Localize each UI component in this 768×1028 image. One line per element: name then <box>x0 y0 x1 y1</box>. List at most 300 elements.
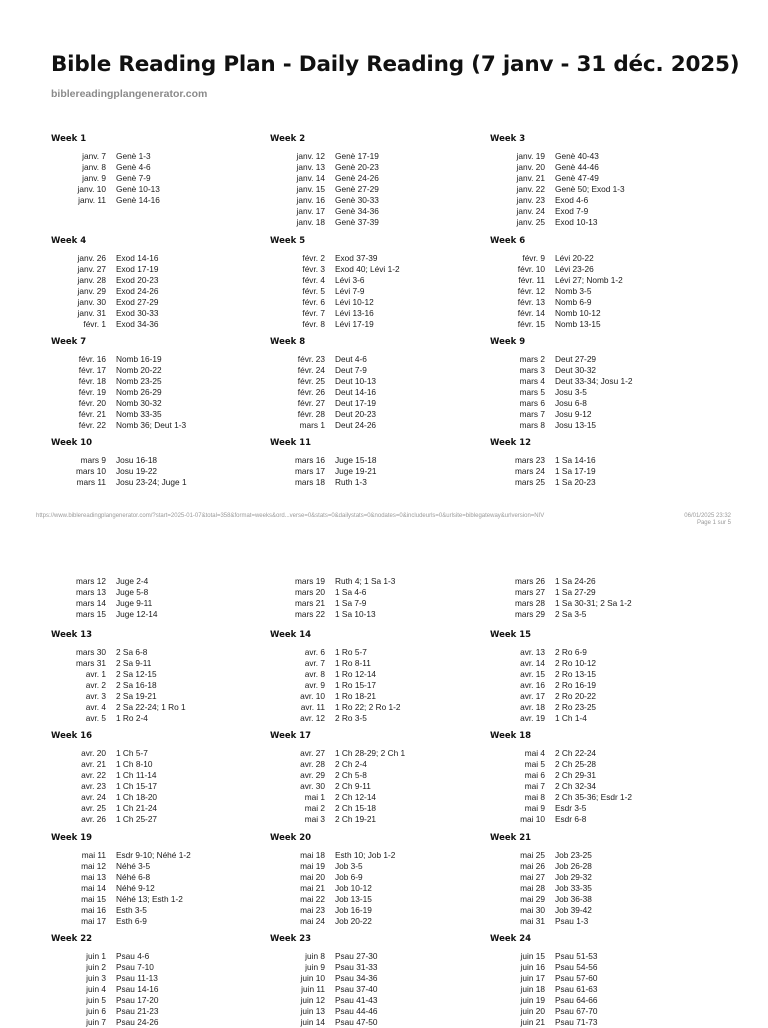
reading-passage: Job 26-28 <box>555 861 592 871</box>
reading-date: mars 13 <box>76 587 106 597</box>
reading-row <box>270 759 470 770</box>
reading-date: mars 28 <box>515 598 545 608</box>
reading-date: mai 22 <box>300 894 325 904</box>
reading-date: janv. 19 <box>516 151 545 161</box>
reading-date: mars 18 <box>295 477 325 487</box>
reading-date: janv. 20 <box>516 162 545 172</box>
reading-date: mars 5 <box>519 387 545 397</box>
reading-date: janv. 22 <box>516 184 545 194</box>
reading-passage: 2 Ch 29-31 <box>555 770 597 780</box>
footer-url: https://www.biblereadingplangenerator.com/?start=2025-01-07&total=358&format=weeks&ord...verse=0&stats=0&dailystats=0&nodates=0&includeurls=0&urlsite=biblegateway&urlversion=NIV <box>36 513 545 519</box>
week-readings <box>270 748 470 825</box>
reading-passage: Psau 31-33 <box>335 962 378 972</box>
reading-row <box>490 173 690 184</box>
reading-passage: Psau 54-56 <box>555 962 598 972</box>
reading-passage: Genè 47-49 <box>555 173 599 183</box>
reading-date: avr. 2 <box>85 680 106 690</box>
reading-passage: 2 Ch 35-36; Esdr 1-2 <box>555 792 633 802</box>
reading-passage: 2 Ch 5-8 <box>335 770 367 780</box>
reading-date: mars 29 <box>515 609 545 619</box>
reading-row <box>270 217 470 228</box>
reading-date: mars 11 <box>76 477 106 487</box>
reading-passage: 2 Sa 22-24; 1 Ro 1 <box>116 702 186 712</box>
reading-date: mai 8 <box>524 792 545 802</box>
reading-row <box>51 576 251 587</box>
reading-row <box>51 669 251 680</box>
reading-passage: Néhé 13; Esth 1-2 <box>116 894 183 904</box>
reading-date: avr. 16 <box>520 680 545 690</box>
reading-passage: Juge 5-8 <box>116 587 149 597</box>
reading-passage: Josu 13-15 <box>555 420 597 430</box>
reading-row <box>490 680 690 691</box>
reading-row <box>51 951 251 962</box>
reading-passage: Deut 7-9 <box>335 365 367 375</box>
reading-row <box>490 365 690 376</box>
reading-date: mai 7 <box>524 781 545 791</box>
reading-passage: Genè 34-36 <box>335 206 379 216</box>
reading-passage: Psau 41-43 <box>335 995 378 1005</box>
reading-date: févr. 25 <box>297 376 325 386</box>
week-block <box>51 730 251 825</box>
reading-passage: Exod 24-26 <box>116 286 159 296</box>
reading-row <box>270 702 470 713</box>
reading-passage: Psau 67-70 <box>555 1006 598 1016</box>
reading-passage: 1 Ch 15-17 <box>116 781 158 791</box>
reading-passage: 2 Ro 10-12 <box>555 658 597 668</box>
week-title: Week 21 <box>490 833 532 843</box>
reading-passage: Psau 47-50 <box>335 1017 378 1027</box>
reading-passage: Juge 19-21 <box>335 466 377 476</box>
reading-row <box>270 319 470 330</box>
reading-passage: Job 33-35 <box>555 883 592 893</box>
reading-passage: 2 Ch 9-11 <box>335 781 371 791</box>
week-title: Week 17 <box>270 731 312 741</box>
reading-row <box>490 781 690 792</box>
week-title: Week 8 <box>270 337 306 347</box>
reading-passage: 1 Ro 8-11 <box>335 658 371 668</box>
reading-passage: 2 Ch 32-34 <box>555 781 597 791</box>
reading-date: avr. 4 <box>85 702 106 712</box>
week-readings <box>51 354 251 431</box>
reading-row <box>51 319 251 330</box>
reading-passage: 1 Ch 1-4 <box>555 713 587 723</box>
reading-date: janv. 14 <box>296 173 325 183</box>
reading-row <box>270 770 470 781</box>
reading-row <box>490 951 690 962</box>
reading-row <box>51 609 251 620</box>
reading-date: avr. 14 <box>520 658 545 668</box>
reading-date: juin 19 <box>520 995 545 1005</box>
week-block <box>490 133 690 228</box>
reading-row <box>270 308 470 319</box>
reading-passage: Psau 34-36 <box>335 973 378 983</box>
reading-passage: Psau 37-40 <box>335 984 378 994</box>
reading-date: mai 27 <box>520 872 545 882</box>
reading-passage: Job 10-12 <box>335 883 372 893</box>
reading-row <box>270 647 470 658</box>
reading-row <box>51 872 251 883</box>
reading-row <box>270 206 470 217</box>
reading-row <box>270 297 470 308</box>
reading-passage: Psau 71-73 <box>555 1017 598 1027</box>
reading-date: avr. 28 <box>300 759 325 769</box>
reading-passage: 2 Sa 16-18 <box>116 680 157 690</box>
reading-passage: Exod 10-13 <box>555 217 598 227</box>
reading-passage: 2 Ch 25-28 <box>555 759 597 769</box>
reading-date: mai 3 <box>304 814 325 824</box>
reading-date: mars 3 <box>519 365 545 375</box>
reading-date: juin 13 <box>300 1006 325 1016</box>
reading-passage: Genè 27-29 <box>335 184 379 194</box>
reading-passage: Josu 16-18 <box>116 455 158 465</box>
reading-passage: Josu 19-22 <box>116 466 158 476</box>
reading-passage: 2 Ro 3-5 <box>335 713 367 723</box>
reading-passage: 1 Ro 12-14 <box>335 669 377 679</box>
reading-passage: 1 Ch 5-7 <box>116 748 148 758</box>
reading-passage: Néhé 6-8 <box>116 872 151 882</box>
reading-date: avr. 17 <box>520 691 545 701</box>
reading-passage: Genè 7-9 <box>116 173 151 183</box>
reading-date: mai 10 <box>520 814 545 824</box>
reading-date: mars 7 <box>519 409 545 419</box>
reading-date: févr. 20 <box>78 398 106 408</box>
reading-date: mai 11 <box>81 850 106 860</box>
week-readings <box>270 253 470 330</box>
week-continuation <box>51 576 251 620</box>
reading-row <box>490 466 690 477</box>
reading-passage: Psau 27-30 <box>335 951 378 961</box>
reading-row <box>51 1006 251 1017</box>
reading-date: avr. 5 <box>85 713 106 723</box>
reading-row <box>490 477 690 488</box>
reading-date: juin 20 <box>520 1006 545 1016</box>
reading-date: févr. 1 <box>83 319 106 329</box>
reading-date: mars 26 <box>515 576 545 586</box>
reading-passage: Exod 40; Lévi 1-2 <box>335 264 400 274</box>
reading-date: juin 6 <box>86 1006 106 1016</box>
reading-date: avr. 22 <box>81 770 106 780</box>
reading-date: févr. 7 <box>302 308 325 318</box>
reading-passage: Lévi 23-26 <box>555 264 594 274</box>
reading-passage: 2 Sa 9-11 <box>116 658 152 668</box>
reading-row <box>51 850 251 861</box>
reading-row <box>490 387 690 398</box>
reading-passage: 1 Sa 14-16 <box>555 455 596 465</box>
reading-row <box>490 151 690 162</box>
reading-date: juin 12 <box>300 995 325 1005</box>
reading-row <box>51 658 251 669</box>
week-title: Week 7 <box>51 337 87 347</box>
week-title: Week 12 <box>490 438 532 448</box>
week-block <box>490 629 690 724</box>
reading-date: avr. 8 <box>304 669 325 679</box>
reading-row <box>51 962 251 973</box>
reading-date: avr. 30 <box>300 781 325 791</box>
reading-date: avr. 24 <box>81 792 106 802</box>
reading-passage: Genè 4-6 <box>116 162 151 172</box>
page-title: Bible Reading Plan - Daily Reading (7 janv - 31 déc. 2025) <box>51 52 740 77</box>
reading-date: juin 16 <box>520 962 545 972</box>
reading-row <box>270 477 470 488</box>
week-readings <box>490 748 690 825</box>
reading-passage: 2 Ro 16-19 <box>555 680 597 690</box>
reading-row <box>490 609 690 620</box>
reading-row <box>51 398 251 409</box>
reading-passage: 1 Ch 25-27 <box>116 814 158 824</box>
reading-passage: 1 Sa 4-6 <box>335 587 367 597</box>
week-title: Week 20 <box>270 833 312 843</box>
reading-passage: Genè 20-23 <box>335 162 379 172</box>
week-continuation <box>490 576 690 620</box>
reading-date: mars 8 <box>519 420 545 430</box>
reading-passage: Genè 30-33 <box>335 195 379 205</box>
week-title: Week 10 <box>51 438 93 448</box>
reading-date: mars 25 <box>515 477 545 487</box>
week-block <box>270 336 470 431</box>
reading-date: avr. 25 <box>81 803 106 813</box>
reading-row <box>490 872 690 883</box>
reading-passage: Deut 27-29 <box>555 354 597 364</box>
reading-passage: Deut 24-26 <box>335 420 377 430</box>
reading-row <box>270 669 470 680</box>
reading-row <box>270 409 470 420</box>
reading-date: mars 4 <box>519 376 545 386</box>
reading-row <box>51 814 251 825</box>
reading-date: mars 27 <box>515 587 545 597</box>
reading-row <box>490 264 690 275</box>
reading-row <box>490 420 690 431</box>
reading-row <box>490 1006 690 1017</box>
reading-date: juin 5 <box>86 995 106 1005</box>
reading-row <box>490 398 690 409</box>
reading-row <box>51 409 251 420</box>
reading-passage: 2 Ro 13-15 <box>555 669 597 679</box>
reading-date: mai 13 <box>81 872 106 882</box>
reading-row <box>270 420 470 431</box>
reading-row <box>270 398 470 409</box>
reading-passage: Deut 14-16 <box>335 387 377 397</box>
week-block <box>490 933 690 1028</box>
reading-passage: 1 Ch 28-29; 2 Ch 1 <box>335 748 406 758</box>
reading-passage: 1 Ro 22; 2 Ro 1-2 <box>335 702 401 712</box>
reading-passage: Nomb 23-25 <box>116 376 162 386</box>
reading-row <box>490 354 690 365</box>
reading-passage: Genè 44-46 <box>555 162 599 172</box>
reading-passage: Genè 17-19 <box>335 151 379 161</box>
reading-row <box>51 264 251 275</box>
reading-passage: Lévi 27; Nomb 1-2 <box>555 275 623 285</box>
reading-row <box>270 962 470 973</box>
reading-date: févr. 17 <box>78 365 106 375</box>
reading-date: janv. 15 <box>296 184 325 194</box>
reading-date: mai 29 <box>520 894 545 904</box>
week-readings <box>490 455 690 488</box>
reading-date: févr. 13 <box>517 297 545 307</box>
reading-passage: Psau 57-60 <box>555 973 598 983</box>
week-block <box>490 730 690 825</box>
reading-passage: Job 39-42 <box>555 905 592 915</box>
reading-date: avr. 15 <box>520 669 545 679</box>
reading-row <box>490 713 690 724</box>
reading-row <box>490 184 690 195</box>
reading-date: janv. 9 <box>82 173 106 183</box>
reading-passage: 1 Ch 11-14 <box>116 770 157 780</box>
reading-passage: Lévi 10-12 <box>335 297 374 307</box>
week-block <box>51 933 251 1028</box>
reading-passage: 1 Ch 8-10 <box>116 759 153 769</box>
reading-date: janv. 28 <box>77 275 106 285</box>
reading-date: juin 8 <box>305 951 325 961</box>
reading-date: janv. 11 <box>78 195 106 205</box>
reading-row <box>51 162 251 173</box>
week-readings <box>270 354 470 431</box>
reading-passage: 1 Sa 7-9 <box>335 598 367 608</box>
reading-row <box>490 669 690 680</box>
reading-row <box>51 680 251 691</box>
reading-passage: Genè 37-39 <box>335 217 379 227</box>
reading-row <box>490 587 690 598</box>
reading-date: mai 26 <box>520 861 545 871</box>
reading-row <box>490 647 690 658</box>
reading-passage: Job 36-38 <box>555 894 592 904</box>
reading-row <box>51 984 251 995</box>
reading-row <box>490 195 690 206</box>
reading-row <box>490 861 690 872</box>
reading-row <box>490 702 690 713</box>
reading-row <box>270 354 470 365</box>
week-readings <box>270 455 470 488</box>
reading-passage: Job 20-22 <box>335 916 372 926</box>
reading-row <box>51 781 251 792</box>
reading-date: févr. 2 <box>302 253 325 263</box>
reading-row <box>270 872 470 883</box>
reading-row <box>490 598 690 609</box>
reading-date: avr. 23 <box>81 781 106 791</box>
reading-passage: Nomb 10-12 <box>555 308 601 318</box>
reading-passage: Lévi 3-6 <box>335 275 365 285</box>
reading-date: janv. 13 <box>296 162 325 172</box>
week-block <box>270 629 470 724</box>
reading-date: janv. 26 <box>77 253 106 263</box>
reading-date: janv. 12 <box>296 151 325 161</box>
reading-date: févr. 8 <box>302 319 325 329</box>
reading-passage: Exod 7-9 <box>555 206 589 216</box>
reading-row <box>270 609 470 620</box>
reading-passage: 2 Sa 19-21 <box>116 691 157 701</box>
reading-row <box>51 477 251 488</box>
reading-passage: Exod 37-39 <box>335 253 378 263</box>
reading-passage: Exod 34-36 <box>116 319 159 329</box>
reading-date: févr. 3 <box>302 264 325 274</box>
reading-passage: 2 Sa 12-15 <box>116 669 157 679</box>
week-readings <box>490 253 690 330</box>
reading-date: mai 17 <box>81 916 106 926</box>
reading-date: juin 14 <box>300 1017 325 1027</box>
week-block <box>270 933 470 1028</box>
reading-row <box>490 883 690 894</box>
reading-date: mars 6 <box>519 398 545 408</box>
reading-row <box>490 319 690 330</box>
reading-date: juin 1 <box>86 951 106 961</box>
reading-date: mai 28 <box>520 883 545 893</box>
footer-timestamp: 06/01/2025 23:32 <box>684 513 731 519</box>
reading-row <box>270 466 470 477</box>
reading-date: févr. 26 <box>297 387 325 397</box>
reading-date: mai 5 <box>524 759 545 769</box>
reading-date: mai 16 <box>81 905 106 915</box>
week-block <box>490 336 690 431</box>
reading-row <box>270 576 470 587</box>
reading-row <box>270 984 470 995</box>
reading-row <box>51 275 251 286</box>
reading-date: mars 2 <box>519 354 545 364</box>
reading-row <box>490 409 690 420</box>
reading-passage: Josu 23-24; Juge 1 <box>116 477 187 487</box>
reading-date: avr. 1 <box>85 669 106 679</box>
reading-passage: 1 Sa 24-26 <box>555 576 596 586</box>
week-title: Week 22 <box>51 934 93 944</box>
reading-passage: Job 16-19 <box>335 905 372 915</box>
reading-date: avr. 10 <box>300 691 325 701</box>
reading-date: janv. 21 <box>516 173 545 183</box>
reading-date: juin 2 <box>86 962 106 972</box>
reading-passage: Psau 7-10 <box>116 962 154 972</box>
reading-passage: Exod 4-6 <box>555 195 589 205</box>
reading-passage: 1 Sa 10-13 <box>335 609 376 619</box>
reading-row <box>270 184 470 195</box>
reading-passage: Psau 14-16 <box>116 984 159 994</box>
reading-row <box>51 995 251 1006</box>
reading-row <box>270 951 470 962</box>
reading-passage: 2 Ro 23-25 <box>555 702 597 712</box>
reading-date: avr. 13 <box>520 647 545 657</box>
reading-row <box>51 354 251 365</box>
reading-passage: Juge 9-11 <box>116 598 153 608</box>
reading-date: avr. 26 <box>81 814 106 824</box>
reading-passage: Ruth 4; 1 Sa 1-3 <box>335 576 396 586</box>
reading-row <box>51 894 251 905</box>
reading-passage: Nomb 16-19 <box>116 354 162 364</box>
reading-row <box>270 691 470 702</box>
reading-passage: Esdr 9-10; Néhé 1-2 <box>116 850 191 860</box>
week-title: Week 1 <box>51 134 87 144</box>
reading-row <box>490 275 690 286</box>
reading-row <box>490 658 690 669</box>
reading-row <box>490 850 690 861</box>
week-readings <box>490 354 690 431</box>
week-block <box>51 437 251 488</box>
reading-date: févr. 6 <box>302 297 325 307</box>
reading-date: févr. 5 <box>302 286 325 296</box>
reading-row <box>490 814 690 825</box>
reading-row <box>490 894 690 905</box>
reading-passage: Nomb 36; Deut 1-3 <box>116 420 187 430</box>
reading-passage: 2 Ch 19-21 <box>335 814 377 824</box>
footer-page-number: Page 1 sur 5 <box>696 520 731 526</box>
reading-date: mars 1 <box>299 420 325 430</box>
reading-passage: Juge 2-4 <box>116 576 149 586</box>
reading-row <box>490 297 690 308</box>
reading-row <box>51 598 251 609</box>
reading-date: avr. 20 <box>81 748 106 758</box>
reading-date: janv. 30 <box>77 297 106 307</box>
reading-passage: Exod 14-16 <box>116 253 159 263</box>
reading-passage: Josu 9-12 <box>555 409 592 419</box>
reading-passage: 2 Ch 2-4 <box>335 759 367 769</box>
reading-passage: Psau 51-53 <box>555 951 598 961</box>
week-readings <box>490 850 690 927</box>
reading-date: juin 10 <box>300 973 325 983</box>
